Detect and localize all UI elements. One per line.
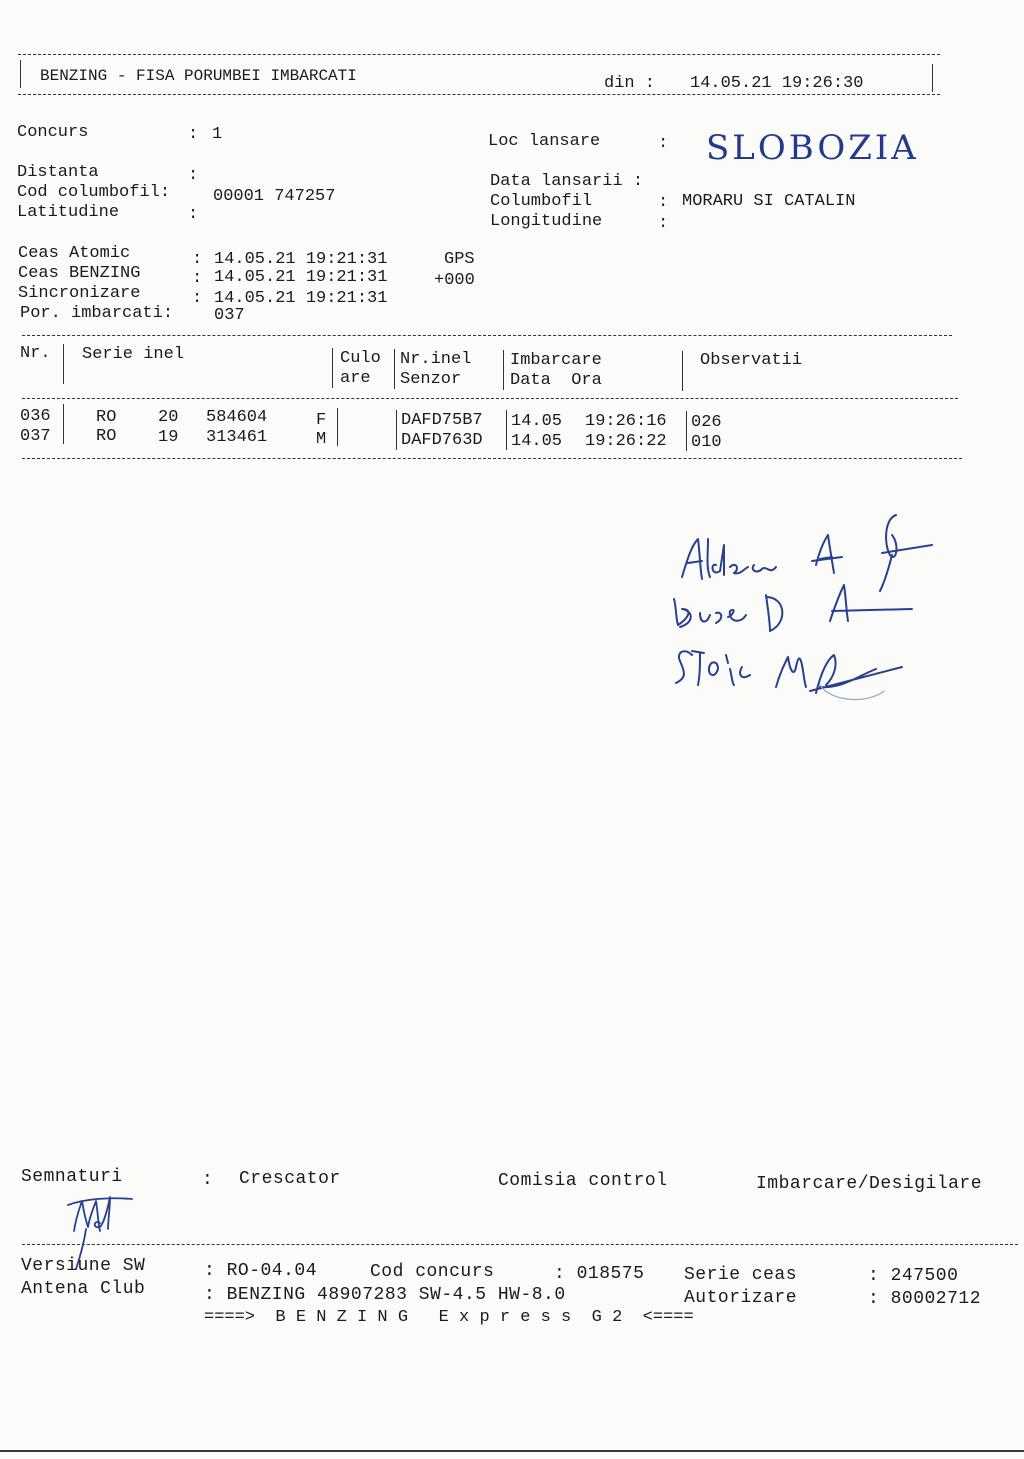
distanta-label: Distanta [17, 163, 99, 182]
row-nr: 036 [20, 407, 51, 426]
row-sep-5 [686, 411, 687, 451]
row-country: RO [96, 427, 117, 446]
serie-ceas-value: : 247500 [868, 1266, 959, 1286]
row-obs: 026 [691, 413, 722, 432]
ceas-benzing-colon: : [192, 269, 203, 288]
cod-concurs-value: : 018575 [554, 1264, 645, 1284]
autorizare-value: : 80002712 [868, 1289, 982, 1309]
handwritten-signatures [670, 505, 950, 725]
longitudine-label: Longitudine [490, 212, 603, 231]
row-obs: 010 [691, 433, 722, 452]
header-nrinel-1: Nr.inel [400, 350, 472, 369]
columbofil-colon: : [658, 193, 669, 212]
header-left-bar [20, 60, 21, 88]
row-ring: 313461 [206, 428, 268, 447]
header-bottom-border [18, 94, 940, 95]
imbarcare-desigilare-label: Imbarcare/Desigilare [756, 1174, 983, 1194]
antena-club-label: Antena Club [21, 1279, 146, 1299]
latitudine-colon: : [188, 205, 199, 224]
page-bottom-edge [0, 1450, 1024, 1452]
loc-lansare-handwritten: SLOBOZIA [706, 128, 919, 168]
row-sep-3 [396, 410, 397, 450]
header-nr: Nr. [20, 344, 51, 363]
ceas-atomic-value: 14.05.21 19:21:31 [214, 250, 388, 269]
table-bottom-border [22, 458, 962, 459]
row-ring: 584604 [206, 408, 268, 427]
cod-columbofil-label: Cod columbofil: [17, 183, 171, 202]
row-sep-4 [506, 410, 507, 450]
row-time: 19:26:22 [585, 432, 667, 451]
header-top-border [18, 54, 940, 55]
longitudine-colon: : [658, 214, 669, 233]
table-top-border [22, 335, 952, 336]
ceas-atomic-label: Ceas Atomic [18, 244, 131, 263]
sincronizare-value: 14.05.21 19:21:31 [214, 289, 388, 308]
page-title: BENZING - FISA PORUMBEI IMBARCATI [40, 67, 357, 85]
concurs-label: Concurs [17, 123, 89, 142]
header-culoare-2: are [340, 369, 371, 388]
row-sex: M [316, 430, 327, 449]
col-sep-3 [394, 349, 395, 389]
autorizare-label: Autorizare [684, 1288, 798, 1308]
row-sep-1 [63, 404, 64, 444]
serie-ceas-label: Serie ceas [684, 1265, 798, 1285]
concurs-colon: : [188, 125, 199, 144]
sincronizare-colon: : [192, 289, 203, 308]
header-culoare-1: Culo [340, 349, 381, 368]
versiune-sw-value: : RO-04.04 [204, 1261, 318, 1281]
header-imbarcare-1: Imbarcare [510, 351, 602, 370]
row-senzor: DAFD763D [401, 431, 483, 450]
row-nr: 037 [20, 427, 51, 446]
row-year: 19 [158, 428, 179, 447]
semnaturi-label: Semnaturi [21, 1167, 123, 1187]
row-date: 14.05 [511, 412, 563, 431]
col-sep-5 [682, 351, 683, 391]
loc-lansare-label: Loc lansare [488, 132, 601, 151]
header-observatii: Observatii [700, 351, 803, 370]
din-value: 14.05.21 19:26:30 [690, 74, 864, 93]
ceas-benzing-label: Ceas BENZING [18, 264, 141, 283]
row-date: 14.05 [511, 432, 563, 451]
row-senzor: DAFD75B7 [401, 411, 483, 430]
comisia-control-label: Comisia control [498, 1171, 668, 1191]
crescator-label: Crescator [239, 1169, 341, 1189]
sincronizare-label: Sincronizare [18, 284, 141, 303]
row-sep-2 [337, 408, 338, 446]
cod-concurs-label: Cod concurs [370, 1262, 495, 1282]
cod-columbofil-value: 00001 747257 [213, 187, 336, 206]
concurs-value: 1 [212, 125, 223, 144]
columbofil-label: Columbofil [490, 192, 593, 211]
row-sex: F [316, 411, 327, 430]
row-year: 20 [158, 408, 179, 427]
ceas-atomic-suffix: GPS [444, 250, 475, 269]
columbofil-value: MORARU SI CATALIN [682, 192, 856, 211]
data-lansarii-label: Data lansarii : [490, 172, 644, 191]
loc-lansare-colon: : [658, 134, 669, 153]
ceas-atomic-colon: : [192, 250, 203, 269]
row-time: 19:26:16 [585, 412, 667, 431]
latitudine-label: Latitudine [17, 203, 120, 222]
ceas-benzing-suffix: +000 [434, 271, 475, 290]
footer-separator [22, 1244, 1018, 1245]
row-country: RO [96, 408, 117, 427]
header-nrinel-2: Senzor [400, 370, 462, 389]
versiune-sw-label: Versiune SW [21, 1256, 146, 1276]
din-label: din : [604, 74, 656, 93]
col-sep-4 [503, 350, 504, 390]
por-imbarcati-value: 037 [214, 306, 245, 325]
col-sep-2 [332, 348, 333, 388]
header-box [18, 50, 940, 100]
table-header-border [22, 398, 958, 399]
header-right-bar [932, 64, 933, 92]
semnaturi-colon: : [202, 1170, 214, 1190]
header-serie-inel: Serie inel [82, 345, 185, 364]
por-imbarcati-label: Por. imbarcati: [20, 304, 174, 323]
antena-club-value: : BENZING 48907283 SW-4.5 HW-8.0 [204, 1285, 566, 1305]
header-imbarcare-2: Data Ora [510, 371, 602, 390]
ceas-benzing-value: 14.05.21 19:21:31 [214, 268, 388, 287]
col-sep-1 [63, 344, 64, 384]
distanta-colon: : [188, 166, 199, 185]
benzing-express-banner: ====> B E N Z I N G E x p r e s s G 2 <==== [204, 1308, 694, 1327]
